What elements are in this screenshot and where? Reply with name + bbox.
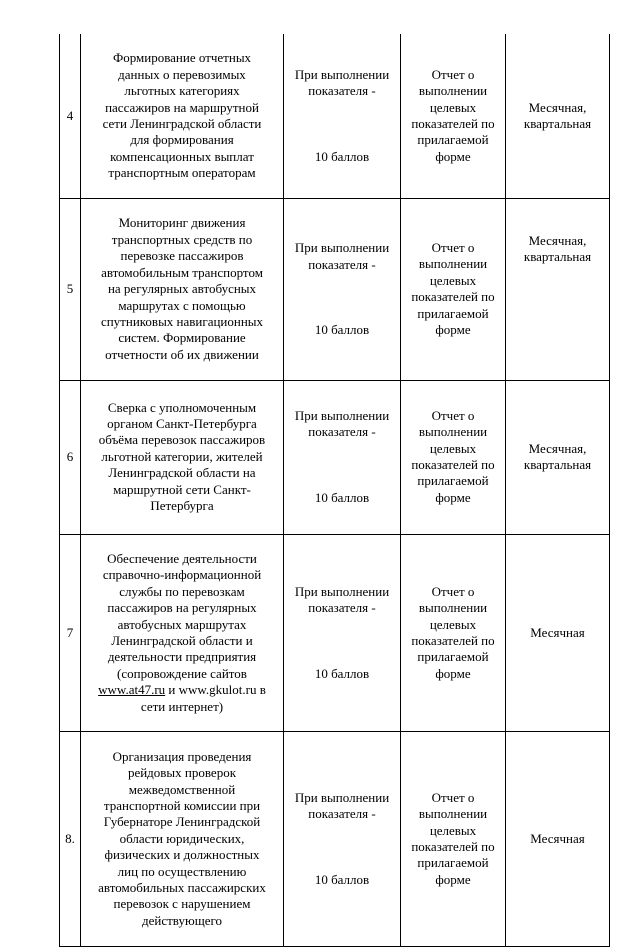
score-value: 10 баллов <box>314 871 370 887</box>
task-description: Сверка с уполномоченным органом Санкт-Петербурга объёма перевозок пассажиров льготной категории, жителей Ленинградской области на маршрутной сети Санкт- Петербурга <box>81 380 284 534</box>
evaluation-condition: При выполнении показателя - 10 баллов <box>284 34 401 199</box>
table-row <box>60 534 610 732</box>
website-link-at47[interactable]: www.at47.ru <box>98 682 166 698</box>
row-number: 5 <box>60 199 81 380</box>
score-value: 10 баллов <box>314 665 370 681</box>
report-form: Отчет о выполнении целевых показателей по прилагаемой форме <box>401 34 506 199</box>
report-form: Отчет о выполнении целевых показателей по прилагаемой форме <box>401 199 506 380</box>
table-row <box>60 199 610 380</box>
row-number: 4 <box>60 34 81 199</box>
row-number: 6 <box>60 380 81 534</box>
task-description: Организация проведения рейдовых проверок межведомственной транспортной комиссии при Губернаторе Ленинградской области юридических, физических и должностных лиц по осуществлению автомобильных пассажирских перевозок с нарушением действующего <box>81 732 284 946</box>
criteria-table <box>59 34 610 947</box>
evaluation-condition: При выполнении показателя - 10 баллов <box>284 732 401 946</box>
reporting-period: Месячная, квартальная <box>506 34 610 199</box>
score-value: 10 баллов <box>314 148 370 164</box>
table-row <box>60 380 610 534</box>
table-row <box>60 34 610 199</box>
report-form: Отчет о выполнении целевых показателей по прилагаемой форме <box>401 380 506 534</box>
evaluation-condition: При выполнении показателя - 10 баллов <box>284 534 401 732</box>
reporting-period: Месячная, квартальная <box>506 380 610 534</box>
reporting-period: Месячная <box>506 732 610 946</box>
score-value: 10 баллов <box>314 489 370 505</box>
evaluation-condition: При выполнении показателя - 10 баллов <box>284 199 401 380</box>
evaluation-condition: При выполнении показателя - 10 баллов <box>284 380 401 534</box>
row-number: 7 <box>60 534 81 732</box>
reporting-period: Месячная <box>506 534 610 732</box>
task-description: Мониторинг движения транспортных средств по перевозке пассажиров автомобильным транспортом на регулярных автобусных маршрутах с помощью спутниковых навигационных систем. Формирование отчетности об их движении <box>81 199 284 380</box>
task-description: Обеспечение деятельности справочно-информационной службы по перевозкам пассажиров на регулярных автобусных маршрутах Ленинградской области и деятельности предприятия (сопровождение сайтов www.at47.ru и www.gkulot.ru в сети интернет) <box>81 534 284 732</box>
table-row <box>60 732 610 946</box>
report-form: Отчет о выполнении целевых показателей по прилагаемой форме <box>401 534 506 732</box>
score-value: 10 баллов <box>314 321 370 337</box>
report-form: Отчет о выполнении целевых показателей по прилагаемой форме <box>401 732 506 946</box>
task-description: Формирование отчетных данных о перевозимых льготных категориях пассажиров на маршрутной сети Ленинградской области для формирования компенсационных выплат транспортным операторам <box>81 34 284 199</box>
reporting-period: Месячная, квартальная <box>506 199 610 380</box>
row-number: 8. <box>60 732 81 946</box>
